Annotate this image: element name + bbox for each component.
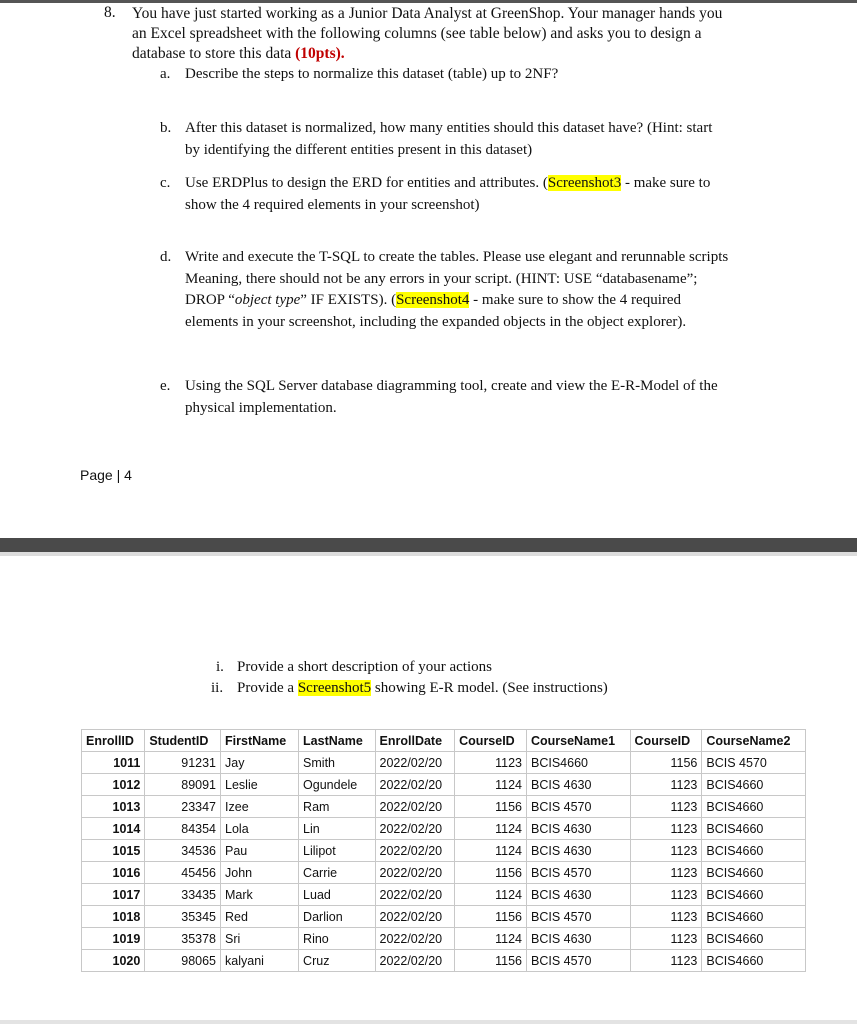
part-c-label: c. bbox=[160, 175, 171, 191]
table-row bbox=[82, 862, 806, 884]
part-b bbox=[160, 118, 713, 161]
cell-student-id: 34536 bbox=[145, 840, 221, 862]
cell-first-name: Jay bbox=[221, 752, 299, 774]
cell-course-name-1: BCIS 4630 bbox=[526, 774, 630, 796]
cell-enroll-id: 1017 bbox=[82, 884, 145, 906]
part-c bbox=[160, 173, 711, 216]
cell-course-id-2: 1123 bbox=[630, 884, 702, 906]
part-a-text: Describe the steps to normalize this dataset (table) up to 2NF? bbox=[185, 66, 559, 82]
cell-course-name-1: BCIS 4630 bbox=[526, 818, 630, 840]
header-student-id: StudentID bbox=[145, 730, 221, 752]
cell-enroll-date: 2022/02/20 bbox=[375, 884, 455, 906]
part-d bbox=[160, 247, 729, 333]
cell-course-id-1: 1124 bbox=[455, 884, 527, 906]
cell-course-name-1: BCIS 4570 bbox=[526, 950, 630, 972]
cell-last-name: Darlion bbox=[299, 906, 375, 928]
cell-course-id-1: 1124 bbox=[455, 818, 527, 840]
cell-student-id: 45456 bbox=[145, 862, 221, 884]
cell-enroll-date: 2022/02/20 bbox=[375, 796, 455, 818]
table-row bbox=[82, 950, 806, 972]
part-a-label: a. bbox=[160, 66, 171, 82]
cell-first-name: Leslie bbox=[221, 774, 299, 796]
part-a bbox=[160, 64, 559, 86]
cell-student-id: 35378 bbox=[145, 928, 221, 950]
cell-course-name-2: BCIS4660 bbox=[702, 796, 806, 818]
cell-course-id-1: 1124 bbox=[455, 840, 527, 862]
top-page-rule bbox=[0, 0, 857, 3]
cell-course-name-2: BCIS4660 bbox=[702, 862, 806, 884]
cell-course-id-1: 1156 bbox=[455, 862, 527, 884]
table-row bbox=[82, 884, 806, 906]
cell-course-id-1: 1156 bbox=[455, 796, 527, 818]
cell-enroll-date: 2022/02/20 bbox=[375, 818, 455, 840]
cell-first-name: John bbox=[221, 862, 299, 884]
cell-enroll-date: 2022/02/20 bbox=[375, 950, 455, 972]
sub-item-ii-label: ii. bbox=[211, 680, 224, 696]
cell-course-name-1: BCIS 4630 bbox=[526, 884, 630, 906]
sub-item-i-text: Provide a short description of your actions bbox=[237, 659, 492, 675]
cell-course-name-1: BCIS4660 bbox=[526, 752, 630, 774]
cell-last-name: Carrie bbox=[299, 862, 375, 884]
screenshot5-highlight: Screenshot5 bbox=[297, 680, 372, 696]
page-break-bar bbox=[0, 538, 857, 552]
cell-course-name-2: BCIS 4570 bbox=[702, 752, 806, 774]
cell-student-id: 89091 bbox=[145, 774, 221, 796]
cell-enroll-id: 1018 bbox=[82, 906, 145, 928]
cell-enroll-id: 1012 bbox=[82, 774, 145, 796]
cell-enroll-id: 1011 bbox=[82, 752, 145, 774]
bottom-page-rule bbox=[0, 1020, 857, 1024]
part-d-line-1: Write and execute the T-SQL to create the tables. Please use elegant and rerunnable scripts bbox=[185, 249, 729, 265]
table-row bbox=[82, 796, 806, 818]
question-line-2: an Excel spreadsheet with the following columns (see table below) and asks you to design a bbox=[132, 25, 702, 42]
cell-enroll-date: 2022/02/20 bbox=[375, 752, 455, 774]
header-first-name: FirstName bbox=[221, 730, 299, 752]
cell-enroll-id: 1020 bbox=[82, 950, 145, 972]
cell-course-id-2: 1123 bbox=[630, 950, 702, 972]
cell-enroll-date: 2022/02/20 bbox=[375, 862, 455, 884]
header-course-id-1: CourseID bbox=[455, 730, 527, 752]
cell-enroll-id: 1014 bbox=[82, 818, 145, 840]
cell-student-id: 35345 bbox=[145, 906, 221, 928]
cell-last-name: Rino bbox=[299, 928, 375, 950]
header-course-name-2: CourseName2 bbox=[702, 730, 806, 752]
cell-course-id-1: 1124 bbox=[455, 928, 527, 950]
part-c-line-1: Use ERDPlus to design the ERD for entities and attributes. (Screenshot3 - make sure to bbox=[185, 175, 711, 191]
cell-course-name-2: BCIS4660 bbox=[702, 774, 806, 796]
cell-last-name: Smith bbox=[299, 752, 375, 774]
part-d-label: d. bbox=[160, 249, 172, 265]
cell-enroll-id: 1015 bbox=[82, 840, 145, 862]
table-row bbox=[82, 906, 806, 928]
cell-course-id-1: 1156 bbox=[455, 950, 527, 972]
screenshot3-highlight: Screenshot3 bbox=[547, 175, 622, 191]
part-d-line-4: elements in your screenshot, including the expanded objects in the object explorer). bbox=[185, 313, 687, 330]
cell-course-id-1: 1156 bbox=[455, 906, 527, 928]
cell-last-name: Cruz bbox=[299, 950, 375, 972]
cell-student-id: 23347 bbox=[145, 796, 221, 818]
cell-last-name: Lilipot bbox=[299, 840, 375, 862]
cell-course-name-2: BCIS4660 bbox=[702, 840, 806, 862]
cell-last-name: Ram bbox=[299, 796, 375, 818]
table-row bbox=[82, 928, 806, 950]
cell-last-name: Ogundele bbox=[299, 774, 375, 796]
cell-course-name-2: BCIS4660 bbox=[702, 818, 806, 840]
sub-item-ii-text: Provide a Screenshot5 showing E-R model. (See instructions) bbox=[237, 680, 608, 696]
part-e-label: e. bbox=[160, 378, 171, 394]
part-b-line-2: by identifying the different entities present in this dataset) bbox=[185, 141, 533, 158]
cell-first-name: Sri bbox=[221, 928, 299, 950]
header-enroll-id: EnrollID bbox=[82, 730, 145, 752]
cell-first-name: Mark bbox=[221, 884, 299, 906]
cell-enroll-id: 1013 bbox=[82, 796, 145, 818]
cell-last-name: Lin bbox=[299, 818, 375, 840]
question-line-3: database to store this data (10pts). bbox=[132, 45, 345, 62]
cell-course-name-2: BCIS4660 bbox=[702, 928, 806, 950]
cell-first-name: Pau bbox=[221, 840, 299, 862]
part-c-line-2: show the 4 required elements in your screenshot) bbox=[185, 196, 480, 213]
cell-first-name: Red bbox=[221, 906, 299, 928]
question-number: 8. bbox=[104, 4, 116, 21]
cell-enroll-id: 1016 bbox=[82, 862, 145, 884]
cell-course-name-2: BCIS4660 bbox=[702, 906, 806, 928]
cell-enroll-id: 1019 bbox=[82, 928, 145, 950]
cell-enroll-date: 2022/02/20 bbox=[375, 928, 455, 950]
cell-enroll-date: 2022/02/20 bbox=[375, 774, 455, 796]
cell-course-name-1: BCIS 4570 bbox=[526, 796, 630, 818]
cell-course-name-1: BCIS 4570 bbox=[526, 906, 630, 928]
table-row bbox=[82, 774, 806, 796]
page-number-footer: Page | 4 bbox=[80, 467, 132, 483]
cell-student-id: 98065 bbox=[145, 950, 221, 972]
cell-course-id-2: 1123 bbox=[630, 796, 702, 818]
sub-item-i-label: i. bbox=[216, 659, 224, 675]
cell-student-id: 91231 bbox=[145, 752, 221, 774]
cell-course-id-2: 1123 bbox=[630, 906, 702, 928]
header-last-name: LastName bbox=[299, 730, 375, 752]
points-label: (10pts). bbox=[295, 45, 345, 62]
part-b-line-1: After this dataset is normalized, how many entities should this dataset have? (Hint: start bbox=[185, 120, 713, 136]
cell-enroll-date: 2022/02/20 bbox=[375, 840, 455, 862]
cell-course-name-2: BCIS4660 bbox=[702, 950, 806, 972]
cell-first-name: Lola bbox=[221, 818, 299, 840]
cell-course-id-2: 1123 bbox=[630, 840, 702, 862]
cell-course-id-2: 1123 bbox=[630, 774, 702, 796]
header-course-name-1: CourseName1 bbox=[526, 730, 630, 752]
table-header-row bbox=[82, 730, 806, 752]
cell-course-name-1: BCIS 4630 bbox=[526, 840, 630, 862]
part-e-line-2: physical implementation. bbox=[185, 399, 337, 416]
cell-course-name-1: BCIS 4630 bbox=[526, 928, 630, 950]
cell-course-id-2: 1123 bbox=[630, 818, 702, 840]
cell-last-name: Luad bbox=[299, 884, 375, 906]
cell-course-id-2: 1123 bbox=[630, 862, 702, 884]
part-d-line-3: DROP “object type” IF EXISTS). (Screenshot4 - make sure to show the 4 required bbox=[185, 292, 682, 308]
table-row bbox=[82, 840, 806, 862]
table-row bbox=[82, 818, 806, 840]
part-e-line-1: Using the SQL Server database diagramming tool, create and view the E-R-Model of the bbox=[185, 378, 718, 394]
cell-course-id-1: 1123 bbox=[455, 752, 527, 774]
cell-student-id: 33435 bbox=[145, 884, 221, 906]
cell-student-id: 84354 bbox=[145, 818, 221, 840]
cell-course-id-1: 1124 bbox=[455, 774, 527, 796]
cell-course-name-2: BCIS4660 bbox=[702, 884, 806, 906]
screenshot4-highlight: Screenshot4 bbox=[396, 292, 470, 308]
cell-enroll-date: 2022/02/20 bbox=[375, 906, 455, 928]
header-enroll-date: EnrollDate bbox=[375, 730, 455, 752]
header-course-id-2: CourseID bbox=[630, 730, 702, 752]
table-row bbox=[82, 752, 806, 774]
cell-course-id-2: 1123 bbox=[630, 928, 702, 950]
part-d-line-2: Meaning, there should not be any errors in your script. (HINT: USE “databasename”; bbox=[185, 270, 698, 287]
cell-first-name: Izee bbox=[221, 796, 299, 818]
question-line-1: You have just started working as a Junior Data Analyst at GreenShop. Your manager hands you bbox=[132, 5, 723, 22]
cell-first-name: kalyani bbox=[221, 950, 299, 972]
part-b-label: b. bbox=[160, 120, 172, 136]
part-e bbox=[160, 376, 718, 419]
enrollment-table bbox=[81, 729, 806, 972]
cell-course-id-2: 1156 bbox=[630, 752, 702, 774]
cell-course-name-1: BCIS 4570 bbox=[526, 862, 630, 884]
